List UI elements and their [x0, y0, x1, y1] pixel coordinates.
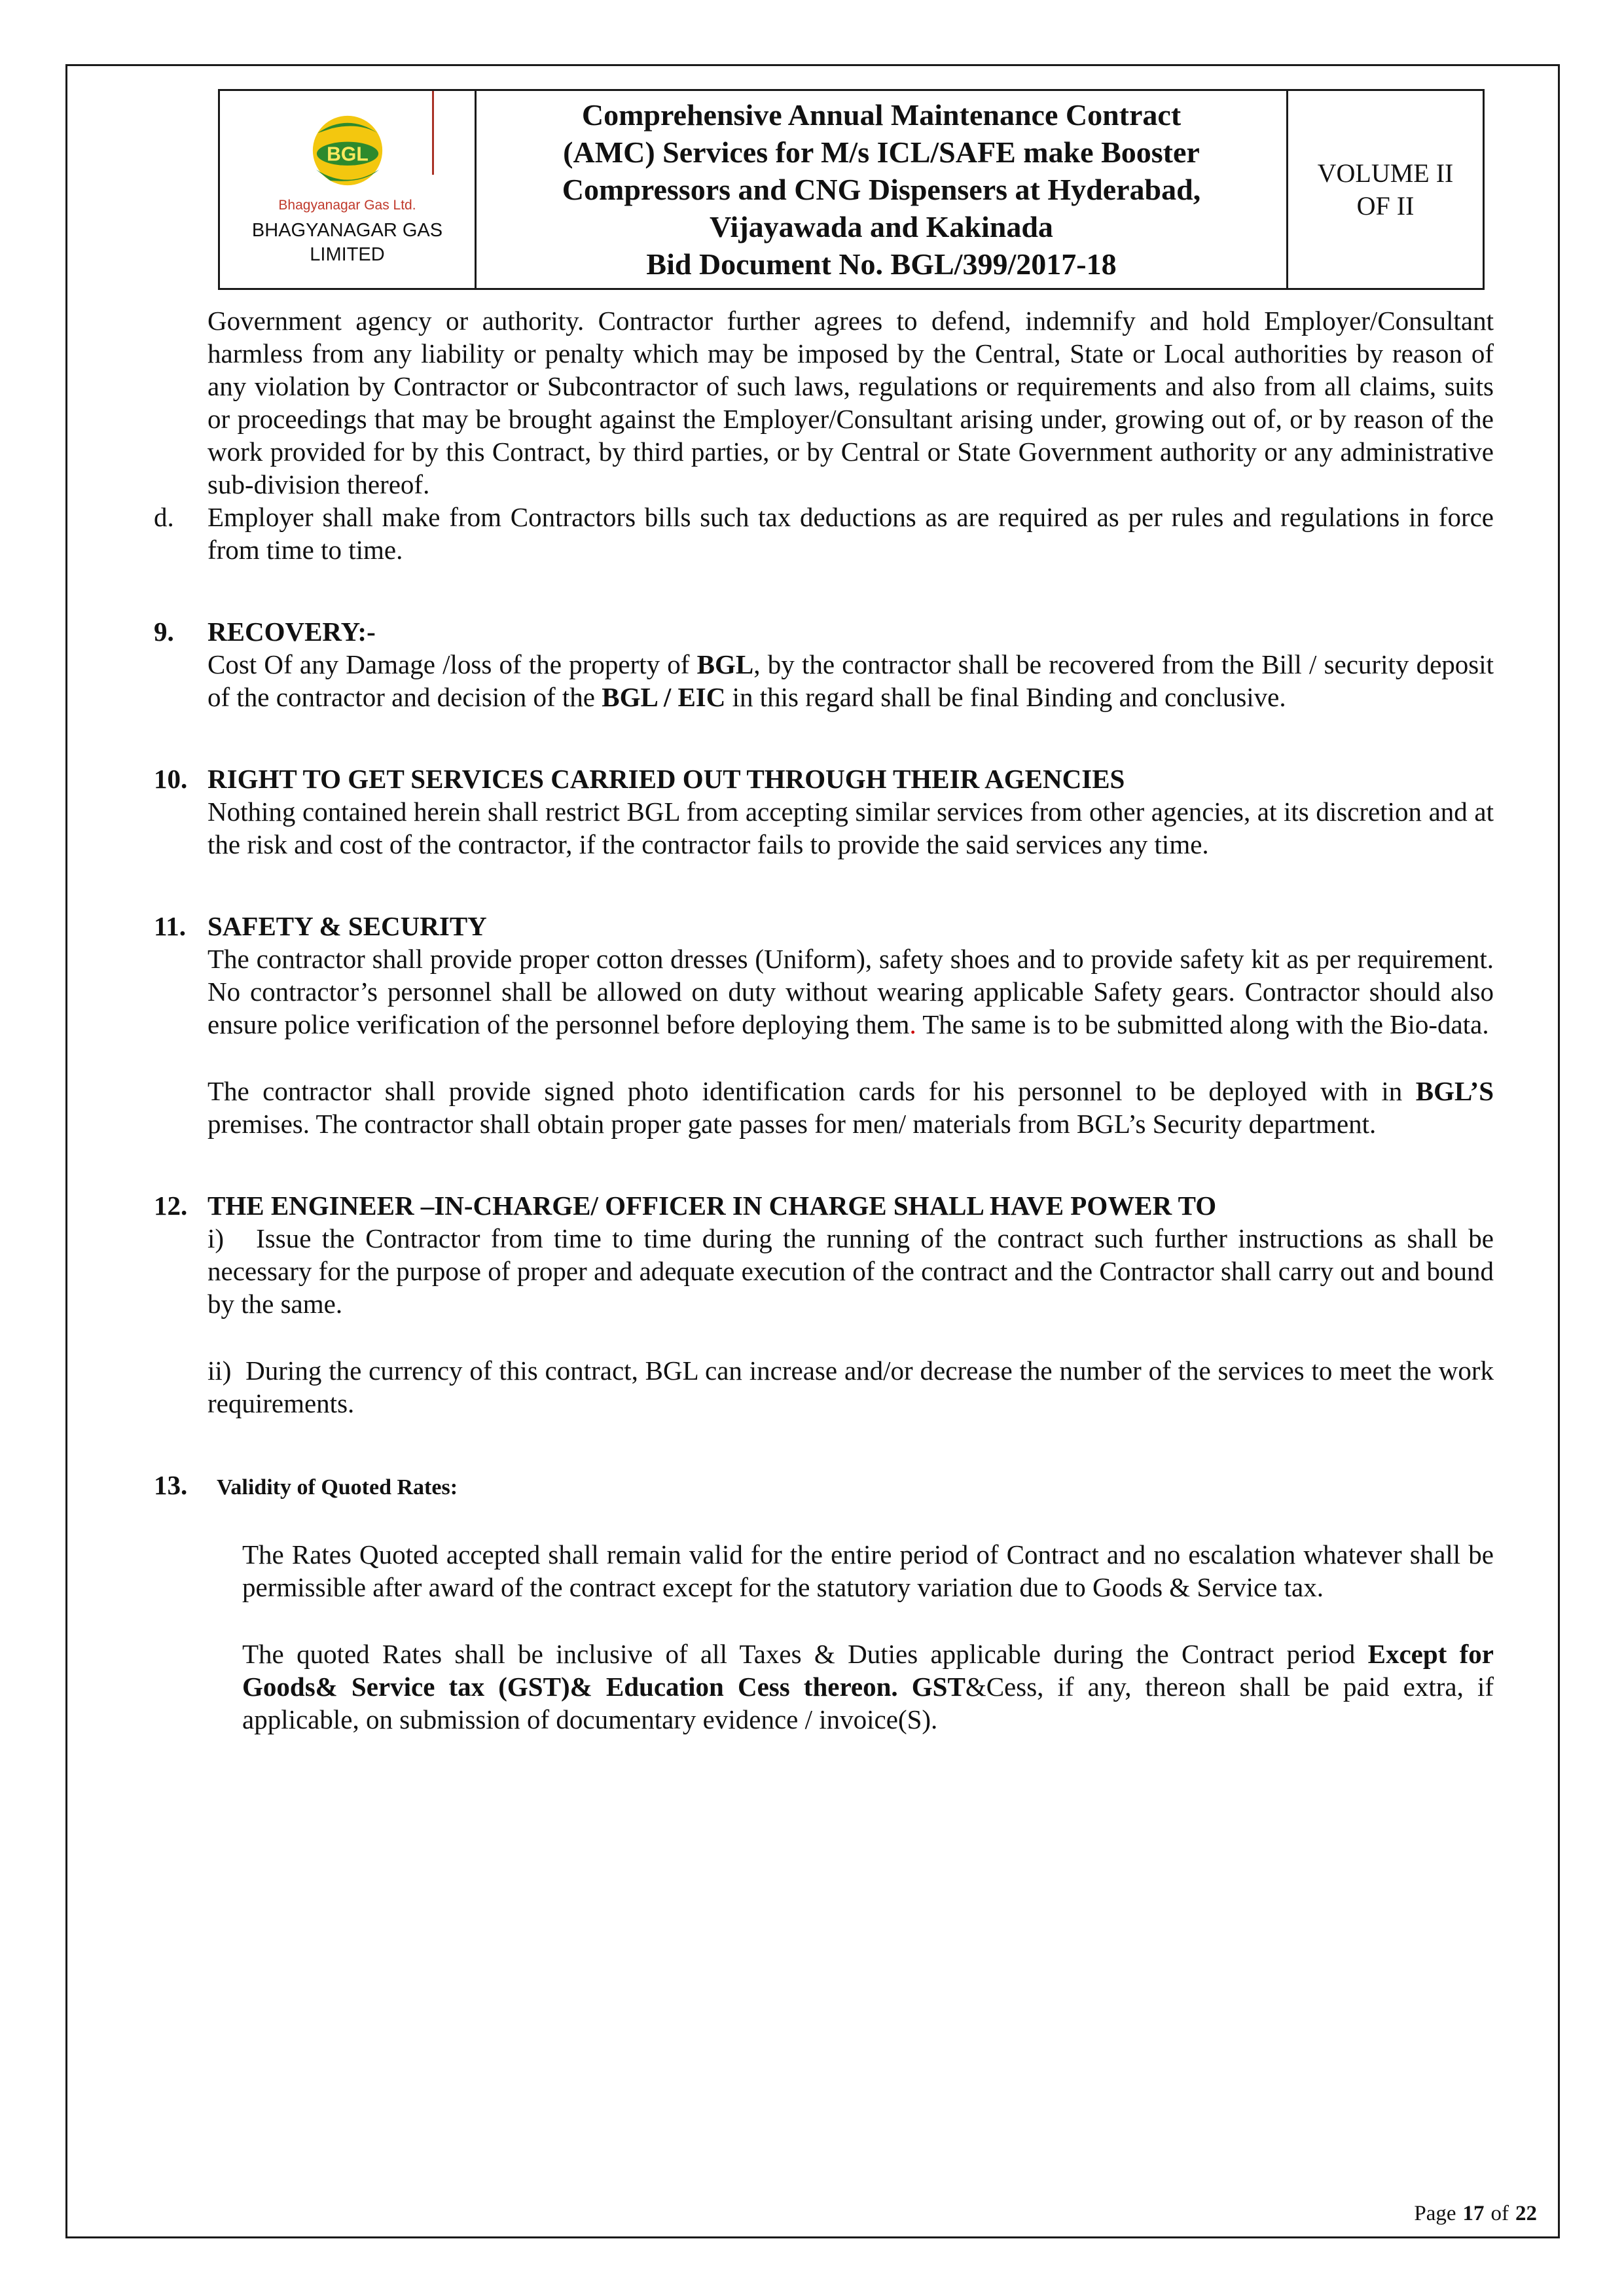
section-heading	[154, 615, 1494, 648]
paragraph: The contractor shall provide signed photo identification cards for his personnel to be deployed with in BGL’S premises. The contractor shall obtain proper gate passes for men/ materials from BGL’s Security department.	[208, 1076, 1494, 1139]
header-table	[218, 89, 1485, 290]
section-engineer-in-charge	[154, 1189, 1494, 1420]
bid-document-number: Bid Document No. BGL/399/2017-18	[646, 247, 1117, 281]
page-border-frame	[65, 64, 1560, 2238]
document-title-line2: (AMC) Services for M/s ICL/SAFE make Booster	[563, 135, 1200, 169]
section-validity-of-quoted-rates	[154, 1469, 1494, 1736]
company-logo-icon	[300, 113, 395, 196]
section-right-to-get-services	[154, 762, 1494, 861]
section-heading-text: RIGHT TO GET SERVICES CARRIED OUT THROUGH THEIR AGENCIES	[208, 764, 1125, 794]
section-recovery	[154, 615, 1494, 713]
list-item-d-marker: d.	[154, 502, 174, 532]
paragraph: i) Issue the Contractor from time to time during the running of the contract such further instructions as shall be necessary for the purpose of proper and adequate execution of the contract and the Contractor shall carry out and bound by the same.	[208, 1223, 1494, 1319]
section-number: 9.	[154, 617, 174, 647]
section-number: 11.	[154, 911, 186, 941]
intro-paragraph: Government agency or authority. Contractor further agrees to defend, indemnify and hold Employer/Consultant harmless from any liability or penalty which may be imposed by the Central, State or Local authorities by reason of any violation by Contractor or Subcontractor of such laws, regulations or requirements and also from all claims, suits or proceedings that may be brought against the Employer/Consultant arising under, growing out of, or by reason of the work provided for by this Contract, by third parties, or by Central or State Government authority or any administrative sub-division thereof.	[208, 306, 1494, 499]
volume-line1: VOLUME II	[1317, 158, 1454, 188]
section-number: 12.	[154, 1191, 188, 1221]
paragraph: The Rates Quoted accepted shall remain valid for the entire period of Contract and no escalation whatever shall be permissible after award of the contract except for the statutory variation due to Goods & Service tax.	[242, 1539, 1494, 1602]
paragraph: The quoted Rates shall be inclusive of all Taxes & Duties applicable during the Contract period Except for Goods& Service tax (GST)& Education Cess thereon. GST&Cess, if any, thereon shall be paid extra, if applicable, on submission of documentary evidence / invoice(S).	[242, 1639, 1494, 1734]
document-title-line3: Compressors and CNG Dispensers at Hyderabad,	[562, 173, 1201, 206]
paragraph: Cost Of any Damage /loss of the property of BGL, by the contractor shall be recovered from the Bill / security deposit of the contractor and decision of the BGL / EIC in this regard shall be final Binding and conclusive.	[208, 649, 1494, 712]
document-body	[154, 304, 1494, 2202]
company-name-line2: LIMITED	[310, 243, 385, 265]
volume-line2: OF II	[1356, 190, 1415, 221]
section-heading-text: Validity of Quoted Rates:	[217, 1475, 458, 1499]
page-number: 17	[1462, 2202, 1485, 2225]
logo-divider-line	[432, 91, 434, 175]
company-name	[252, 219, 442, 267]
document-title-line1: Comprehensive Annual Maintenance Contract	[581, 98, 1182, 132]
section-safety-security	[154, 910, 1494, 1140]
total-pages: 22	[1515, 2202, 1537, 2225]
section-heading	[154, 1189, 1494, 1222]
page-footer	[67, 2202, 1537, 2226]
logo-caption: Bhagyanagar Gas Ltd.	[278, 197, 416, 213]
of-label: of	[1490, 2202, 1509, 2225]
page-label: Page	[1414, 2202, 1456, 2225]
volume-cell	[1286, 91, 1483, 288]
section-heading-text: RECOVERY:-	[208, 617, 376, 647]
paragraph: The contractor shall provide proper cotton dresses (Uniform), safety shoes and to provide safety kit as per requirement. No contractor’s personnel shall be allowed on duty without wearing applicable Safety gears. Contractor should also ensure police verification of the personnel before deploying them. The same is to be submitted along with the Bio-data.	[208, 944, 1494, 1039]
section-heading-text: THE ENGINEER –IN-CHARGE/ OFFICER IN CHARGE SHALL HAVE POWER TO	[208, 1191, 1217, 1221]
section-heading	[154, 762, 1494, 795]
company-name-line1: BHAGYANAGAR GAS	[251, 219, 443, 241]
svg-text:BGL: BGL	[326, 143, 369, 166]
list-item-d-text: Employer shall make from Contractors bills such tax deductions as are required as per rules and regulations in force from time to time.	[208, 502, 1494, 565]
document-title-line4: Vijayawada and Kakinada	[710, 210, 1053, 243]
paragraph: ii) During the currency of this contract, BGL can increase and/or decrease the number of the services to meet the work requirements.	[208, 1355, 1494, 1418]
section-heading	[154, 1469, 1494, 1504]
list-item-d	[154, 501, 1494, 566]
section-number: 10.	[154, 764, 188, 794]
logo-cell	[220, 91, 477, 288]
section-heading-text: SAFETY & SECURITY	[208, 911, 487, 941]
section-heading	[154, 910, 1494, 942]
paragraph: Nothing contained herein shall restrict BGL from accepting similar services from other agencies, at its discretion and at the risk and cost of the contractor, if the contractor fails to provide the said services any time.	[208, 797, 1494, 859]
document-title-cell	[477, 91, 1286, 288]
section-number: 13.	[154, 1470, 188, 1500]
